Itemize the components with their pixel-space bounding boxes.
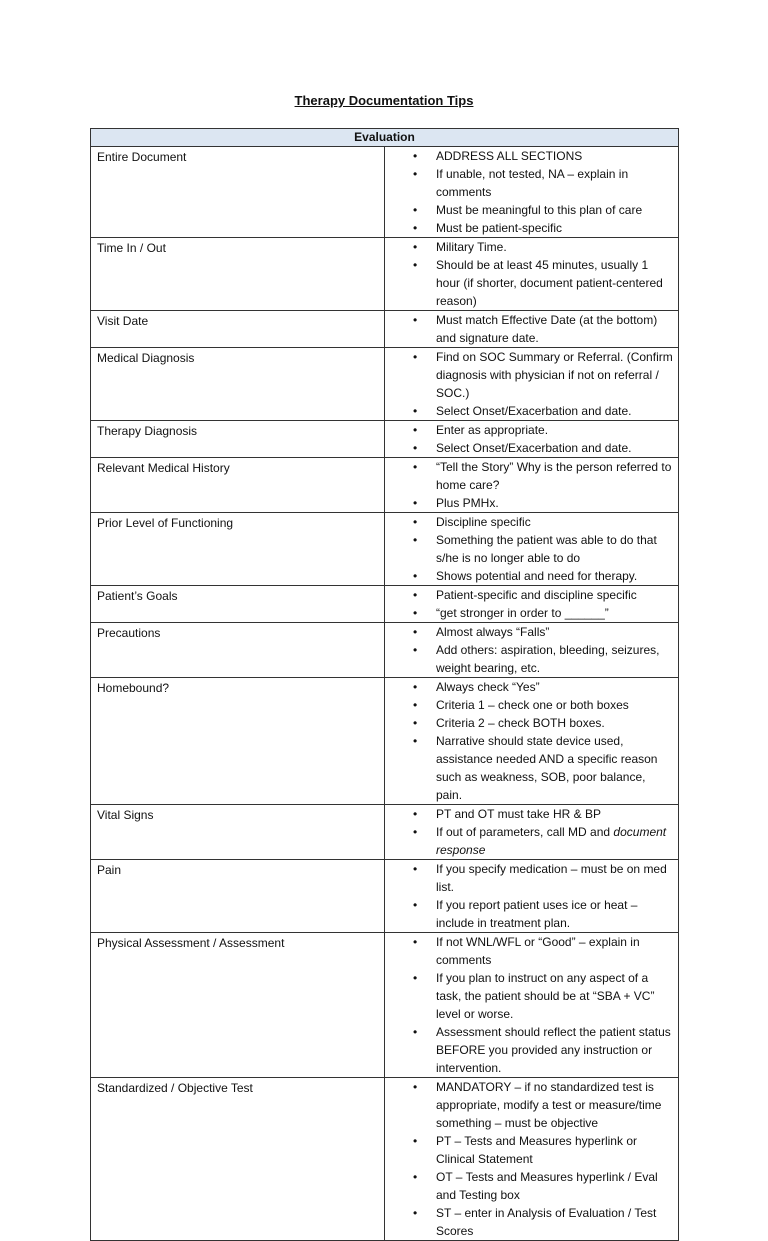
bullet-item: • MANDATORY – if no standardized test is appropriate, modify a test or measure/time something – must be objective	[385, 1078, 674, 1132]
row-label: Pain	[91, 860, 385, 933]
tips-table	[90, 128, 679, 1241]
bullet-item: • Something the patient was able to do that s/he is no longer able to do	[385, 531, 674, 567]
bullet-item: • Narrative should state device used, assistance needed AND a specific reason such as weakness, SOB, poor balance, pain.	[385, 732, 674, 804]
bullet-item: • Find on SOC Summary or Referral. (Confirm diagnosis with physician if not on referral / SOC.)	[385, 348, 674, 402]
row-content	[385, 311, 679, 348]
bullet-item: • Plus PMHx.	[385, 494, 674, 512]
bullet-item: • Must be patient-specific	[385, 219, 674, 237]
bullet-item: • PT and OT must take HR & BP	[385, 805, 674, 823]
bullet-item: • Criteria 1 – check one or both boxes	[385, 696, 674, 714]
bullet-item: • Should be at least 45 minutes, usually 1 hour (if shorter, document patient-centered reason)	[385, 256, 674, 310]
bullet-item: • If not WNL/WFL or “Good” – explain in comments	[385, 933, 674, 969]
table-row	[91, 458, 679, 513]
bullet-text: If out of parameters, call MD and	[436, 825, 614, 839]
bullet-item: • Military Time.	[385, 238, 674, 256]
bullet-list	[385, 348, 674, 420]
bullet-item: • Patient-specific and discipline specific	[385, 586, 674, 604]
row-label: Homebound?	[91, 678, 385, 805]
bullet-list	[385, 1078, 674, 1240]
bullet-list	[385, 586, 674, 622]
row-content	[385, 513, 679, 586]
bullet-item: • “Tell the Story” Why is the person referred to home care?	[385, 458, 674, 494]
row-content	[385, 586, 679, 623]
row-content	[385, 147, 679, 238]
row-content	[385, 805, 679, 860]
bullet-list	[385, 238, 674, 310]
bullet-item: • Discipline specific	[385, 513, 674, 531]
row-label: Relevant Medical History	[91, 458, 385, 513]
bullet-item: • ADDRESS ALL SECTIONS	[385, 147, 674, 165]
bullet-list	[385, 933, 674, 1077]
bullet-item: • “get stronger in order to ______”	[385, 604, 674, 622]
bullet-list	[385, 311, 674, 347]
table-row	[91, 933, 679, 1078]
table-row	[91, 805, 679, 860]
table-row	[91, 348, 679, 421]
bullet-item: • ST – enter in Analysis of Evaluation / Test Scores	[385, 1204, 674, 1240]
table-header-row	[91, 129, 679, 147]
bullet-list	[385, 678, 674, 804]
bullet-item: • Assessment should reflect the patient status BEFORE you provided any instruction or intervention.	[385, 1023, 674, 1077]
table-row	[91, 421, 679, 458]
bullet-item	[385, 823, 674, 859]
bullet-item: • If unable, not tested, NA – explain in comments	[385, 165, 674, 201]
row-content	[385, 678, 679, 805]
row-label: Precautions	[91, 623, 385, 678]
bullet-list	[385, 147, 674, 237]
table-row	[91, 623, 679, 678]
bullet-item: • If you specify medication – must be on med list.	[385, 860, 674, 896]
row-label: Time In / Out	[91, 238, 385, 311]
bullet-list	[385, 623, 674, 677]
row-label: Therapy Diagnosis	[91, 421, 385, 458]
bullet-item: • Always check “Yes”	[385, 678, 674, 696]
table-body	[91, 147, 679, 1241]
bullet-item: • Must be meaningful to this plan of care	[385, 201, 674, 219]
bullet-list	[385, 421, 674, 457]
bullet-item: • Criteria 2 – check BOTH boxes.	[385, 714, 674, 732]
row-content	[385, 238, 679, 311]
document-title: Therapy Documentation Tips	[294, 93, 474, 108]
row-label: Visit Date	[91, 311, 385, 348]
row-content	[385, 348, 679, 421]
bullet-list	[385, 805, 674, 859]
table-row	[91, 513, 679, 586]
bullet-item: • Select Onset/Exacerbation and date.	[385, 439, 674, 457]
bullet-item: • Must match Effective Date (at the bottom) and signature date.	[385, 311, 674, 347]
table-row	[91, 311, 679, 348]
row-content	[385, 860, 679, 933]
bullet-item: • OT – Tests and Measures hyperlink / Eval and Testing box	[385, 1168, 674, 1204]
bullet-list	[385, 513, 674, 585]
bullet-item: • PT – Tests and Measures hyperlink or Clinical Statement	[385, 1132, 674, 1168]
bullet-item: • Select Onset/Exacerbation and date.	[385, 402, 674, 420]
table-row	[91, 1078, 679, 1241]
table-row	[91, 860, 679, 933]
row-label: Medical Diagnosis	[91, 348, 385, 421]
bullet-item: • Shows potential and need for therapy.	[385, 567, 674, 585]
row-label: Physical Assessment / Assessment	[91, 933, 385, 1078]
bullet-item: • If you plan to instruct on any aspect of a task, the patient should be at “SBA + VC” level or worse.	[385, 969, 674, 1023]
row-label: Patient’s Goals	[91, 586, 385, 623]
row-label: Vital Signs	[91, 805, 385, 860]
bullet-item: • Enter as appropriate.	[385, 421, 674, 439]
bullet-list	[385, 458, 674, 512]
bullet-list	[385, 860, 674, 932]
bullet-item: • If you report patient uses ice or heat – include in treatment plan.	[385, 896, 674, 932]
row-label: Standardized / Objective Test	[91, 1078, 385, 1241]
section-header: Evaluation	[91, 129, 679, 147]
row-content	[385, 933, 679, 1078]
table-row	[91, 678, 679, 805]
bullet-item: • Add others: aspiration, bleeding, seizures, weight bearing, etc.	[385, 641, 674, 677]
bullet-item: • Almost always “Falls”	[385, 623, 674, 641]
table-row	[91, 586, 679, 623]
row-content	[385, 458, 679, 513]
row-content	[385, 623, 679, 678]
table-row	[91, 238, 679, 311]
row-content	[385, 421, 679, 458]
emphasis-text: document response	[436, 825, 667, 857]
row-label: Entire Document	[91, 147, 385, 238]
row-label: Prior Level of Functioning	[91, 513, 385, 586]
table-row	[91, 147, 679, 238]
row-content	[385, 1078, 679, 1241]
